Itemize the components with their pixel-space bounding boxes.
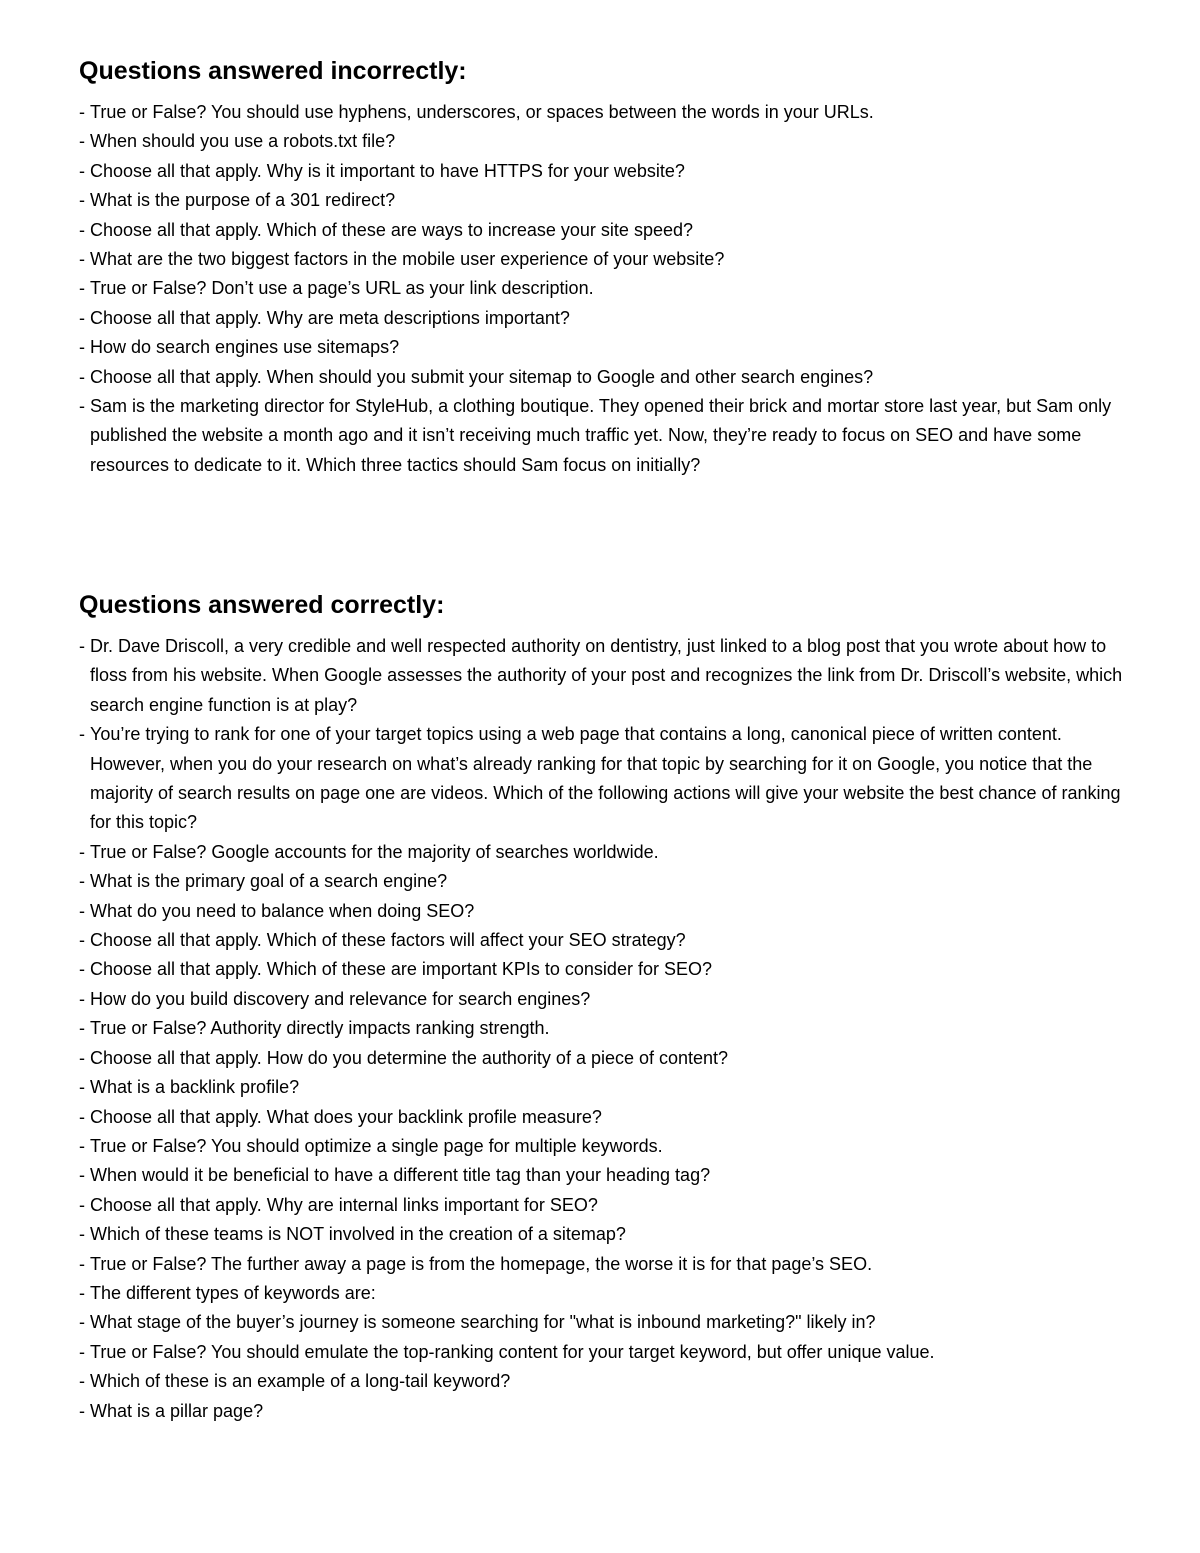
question-item [79,838,1139,867]
list-dash: - [79,1106,85,1127]
list-dash: - [79,278,85,299]
list-dash: - [79,636,85,656]
question-item [79,363,1139,392]
correct-questions-section [79,588,1139,1426]
question-text: What stage of the buyer’s journey is someone searching for "what is inbound marketing?" likely in? [90,1312,876,1333]
question-text: Which of these teams is NOT involved in the creation of a sitemap? [90,1224,626,1245]
list-dash: - [79,337,85,358]
question-item [79,926,1139,955]
question-text: When should you use a robots.txt file? [90,131,396,152]
question-text: Choose all that apply. When should you submit your sitemap to Google and other search engines? [90,366,874,387]
list-dash: - [79,131,85,152]
list-dash: - [79,1018,85,1039]
question-text: You’re trying to rank for one of your target topics using a web page that contains a long, canonical piece of written content. However, when you do your research on what’s already ranking for that topic by searching for it on Google, you notice that the majority of search results on page one are videos. Which of the following actions will give your website the best chance of ranking for this topic? [90,724,1121,833]
list-dash: - [79,1165,85,1186]
question-item [79,1103,1139,1132]
question-text: What do you need to balance when doing SEO? [90,900,475,921]
question-text: Choose all that apply. Which of these factors will affect your SEO strategy? [90,930,686,951]
question-item [79,1044,1139,1073]
question-text: What are the two biggest factors in the mobile user experience of your website? [90,249,725,270]
question-item [79,216,1139,245]
question-item [79,98,1139,127]
list-dash: - [79,1224,85,1245]
question-item [79,1367,1139,1396]
question-item [79,392,1139,480]
question-item [79,1308,1139,1337]
question-text: Choose all that apply. How do you determine the authority of a piece of content? [90,1047,729,1068]
list-dash: - [79,396,85,417]
question-text: Choose all that apply. Why are internal links important for SEO? [90,1194,598,1215]
list-dash: - [79,1047,85,1068]
question-item [79,1132,1139,1161]
question-text: Which of these is an example of a long-tail keyword? [90,1371,511,1392]
question-text: True or False? You should optimize a single page for multiple keywords. [90,1135,663,1156]
question-text: The different types of keywords are: [90,1282,376,1303]
question-text: What is the purpose of a 301 redirect? [90,190,396,211]
question-item [79,1073,1139,1102]
question-item [79,333,1139,362]
list-dash: - [79,1282,85,1303]
question-text: Sam is the marketing director for StyleHub, a clothing boutique. They opened their brick and mortar store last year, but Sam only published the website a month ago and it isn’t receiving much traffic yet. Now, they’re ready to focus on SEO and have some resources to dedicate to it. Which three tactics should Sam focus on initially? [90,396,1112,475]
list-dash: - [79,1135,85,1156]
question-text: True or False? Google accounts for the majority of searches worldwide. [90,841,659,862]
list-dash: - [79,219,85,240]
question-text: True or False? You should emulate the top-ranking content for your target keyword, but offer unique value. [90,1341,935,1362]
list-dash: - [79,307,85,328]
correct-questions-list [79,632,1139,1426]
list-dash: - [79,1400,85,1421]
question-item [79,1220,1139,1249]
list-dash: - [79,1194,85,1215]
incorrect-questions-list [79,98,1139,480]
question-text: True or False? You should use hyphens, underscores, or spaces between the words in your URLs. [90,102,874,122]
question-text: Choose all that apply. Why are meta descriptions important? [90,307,570,328]
list-dash: - [79,190,85,211]
list-dash: - [79,249,85,270]
list-dash: - [79,871,85,892]
question-text: What is a pillar page? [90,1400,264,1421]
question-text: True or False? Don’t use a page’s URL as your link description. [90,278,594,299]
incorrect-questions-section [79,54,1139,480]
question-item [79,1279,1139,1308]
question-text: Choose all that apply. Which of these are important KPIs to consider for SEO? [90,959,712,980]
question-item [79,274,1139,303]
incorrect-questions-heading: Questions answered incorrectly: [79,57,467,85]
list-dash: - [79,959,85,980]
correct-questions-heading: Questions answered correctly: [79,591,445,619]
list-dash: - [79,160,85,181]
question-text: What is the primary goal of a search engine? [90,871,448,892]
list-dash: - [79,1371,85,1392]
question-item [79,867,1139,896]
question-item [79,127,1139,156]
question-item [79,1397,1139,1426]
question-item [79,1191,1139,1220]
list-dash: - [79,1253,85,1274]
question-text: Choose all that apply. Which of these are ways to increase your site speed? [90,219,693,240]
question-text: What is a backlink profile? [90,1077,300,1098]
question-text: How do you build discovery and relevance for search engines? [90,988,591,1009]
list-dash: - [79,841,85,862]
question-text: True or False? Authority directly impacts ranking strength. [90,1018,550,1039]
list-dash: - [79,366,85,387]
list-dash: - [79,724,85,745]
question-text: Choose all that apply. What does your backlink profile measure? [90,1106,602,1127]
question-item [79,186,1139,215]
question-item [79,720,1139,838]
list-dash: - [79,930,85,951]
question-text: True or False? The further away a page is from the homepage, the worse it is for that page’s SEO. [90,1253,873,1274]
question-text: How do search engines use sitemaps? [90,337,400,358]
question-text: When would it be beneficial to have a different title tag than your heading tag? [90,1165,711,1186]
question-item [79,985,1139,1014]
list-dash: - [79,988,85,1009]
list-dash: - [79,1312,85,1333]
list-dash: - [79,1341,85,1362]
question-item [79,955,1139,984]
question-item [79,897,1139,926]
question-text: Choose all that apply. Why is it important to have HTTPS for your website? [90,160,685,181]
question-item [79,1250,1139,1279]
question-item [79,157,1139,186]
question-item [79,1161,1139,1190]
question-item [79,245,1139,274]
question-item [79,304,1139,333]
question-item [79,1338,1139,1367]
question-text: Dr. Dave Driscoll, a very credible and well respected authority on dentistry, just linked to a blog post that you wrote about how to floss from his website. When Google assesses the authority of your post and recognizes the link from Dr. Driscoll’s website, which search engine function is at play? [90,636,1123,715]
list-dash: - [79,102,85,122]
list-dash: - [79,900,85,921]
question-item [79,632,1139,720]
list-dash: - [79,1077,85,1098]
question-item [79,1014,1139,1043]
